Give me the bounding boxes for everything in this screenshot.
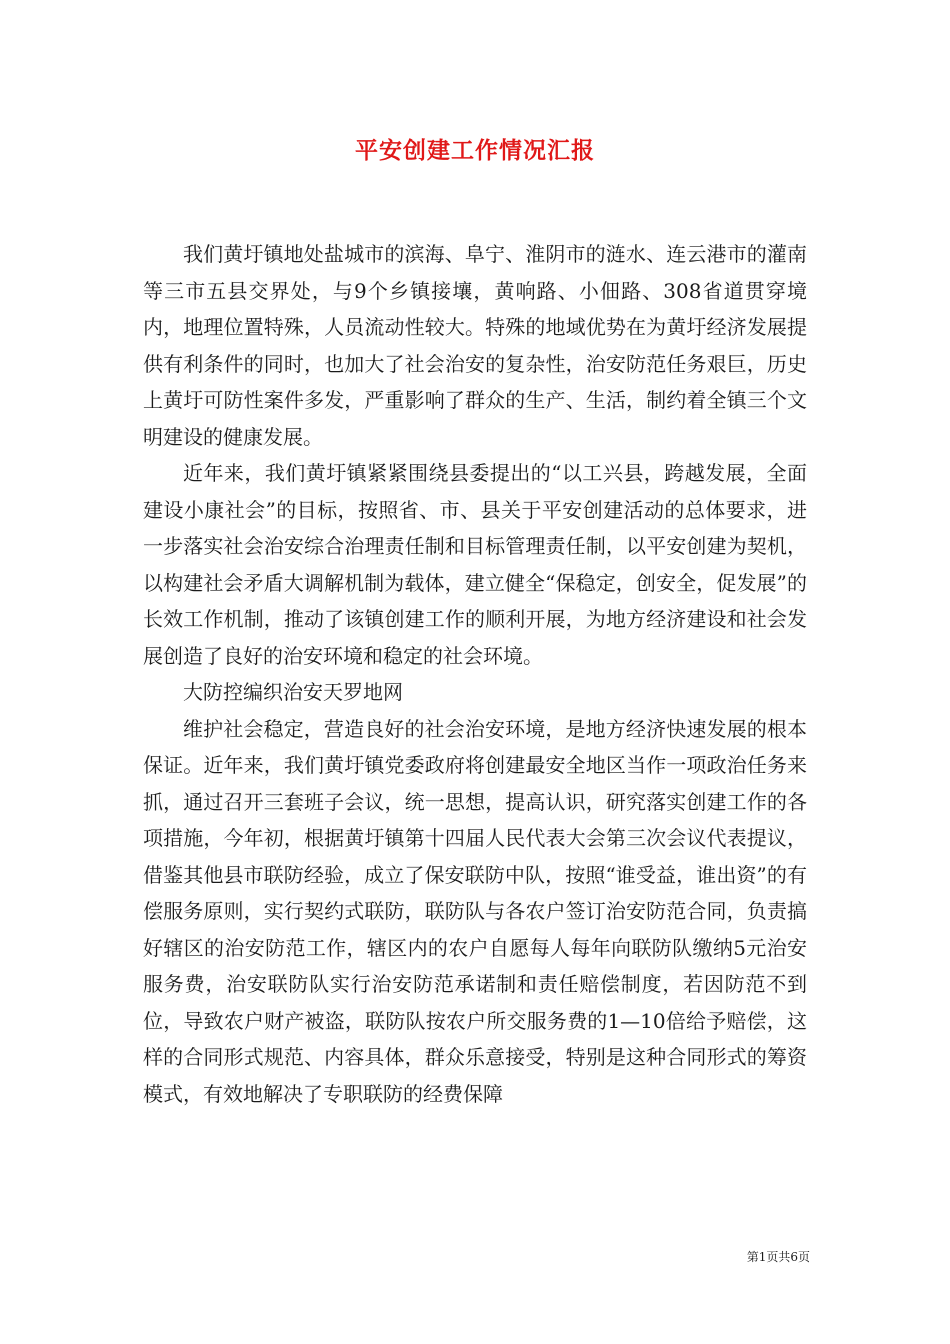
intro-paragraph: 我们黄圩镇地处盐城市的滨海、阜宁、淮阴市的涟水、连云港市的灌南等三市五县交界处，与9个乡镇接壤，黄响路、小佃路、308省道贯穿境内，地理位置特殊，人员流动性较大。特殊的地域优势在为黄圩经济发展提供有利条件的同时，也加大了社会治安的复杂性，治安防范任务艰巨，历史上黄圩可防性案件多发，严重影响了群众的生产、生活，制约着全镇三个文明建设的健康发展。 [143, 242, 807, 449]
document-title: 平安创建工作情况汇报 [355, 137, 595, 164]
document-body [143, 236, 807, 1112]
background-paragraph: 近年来，我们黄圩镇紧紧围绕县委提出的“以工兴县，跨越发展，全面建设小康社会”的目标，按照省、市、县关于平安创建活动的总体要求，进一步落实社会治安综合治理责任制和目标管理责任制，以平安创建为契机，以构建社会矛盾大调解机制为载体，建立健全“保稳定，创安全，促发展”的长效工作机制，推动了该镇创建工作的顺利开展，为地方经济建设和社会发展创造了良好的治安环境和稳定的社会环境。 [143, 461, 807, 668]
section-paragraph: 维护社会稳定，营造良好的社会治安环境，是地方经济快速发展的根本保证。近年来，我们黄圩镇党委政府将创建最安全地区当作一项政治任务来抓，通过召开三套班子会议，统一思想，提高认识，研究落实创建工作的各项措施，今年初，根据黄圩镇第十四届人民代表大会第三次会议代表提议，借鉴其他县市联防经验，成立了保安联防中队，按照“谁受益，谁出资”的有偿服务原则，实行契约式联防，联防队与各农户签订治安防范合同，负责搞好辖区的治安防范工作，辖区内的农户自愿每人每年向联防队缴纳5元治安服务费，治安联防队实行治安防范承诺制和责任赔偿制度，若因防范不到位，导致农户财产被盗，联防队按农户所交服务费的1—10倍给予赔偿，这样的合同形式规范、内容具体，群众乐意接受，特别是这种合同形式的筹资模式，有效地解决了专职联防的经费保障 [143, 716, 807, 1106]
page-number: 第1页共6页 [746, 1250, 810, 1264]
section-heading: 大防控编织治安天罗地网 [183, 680, 403, 704]
